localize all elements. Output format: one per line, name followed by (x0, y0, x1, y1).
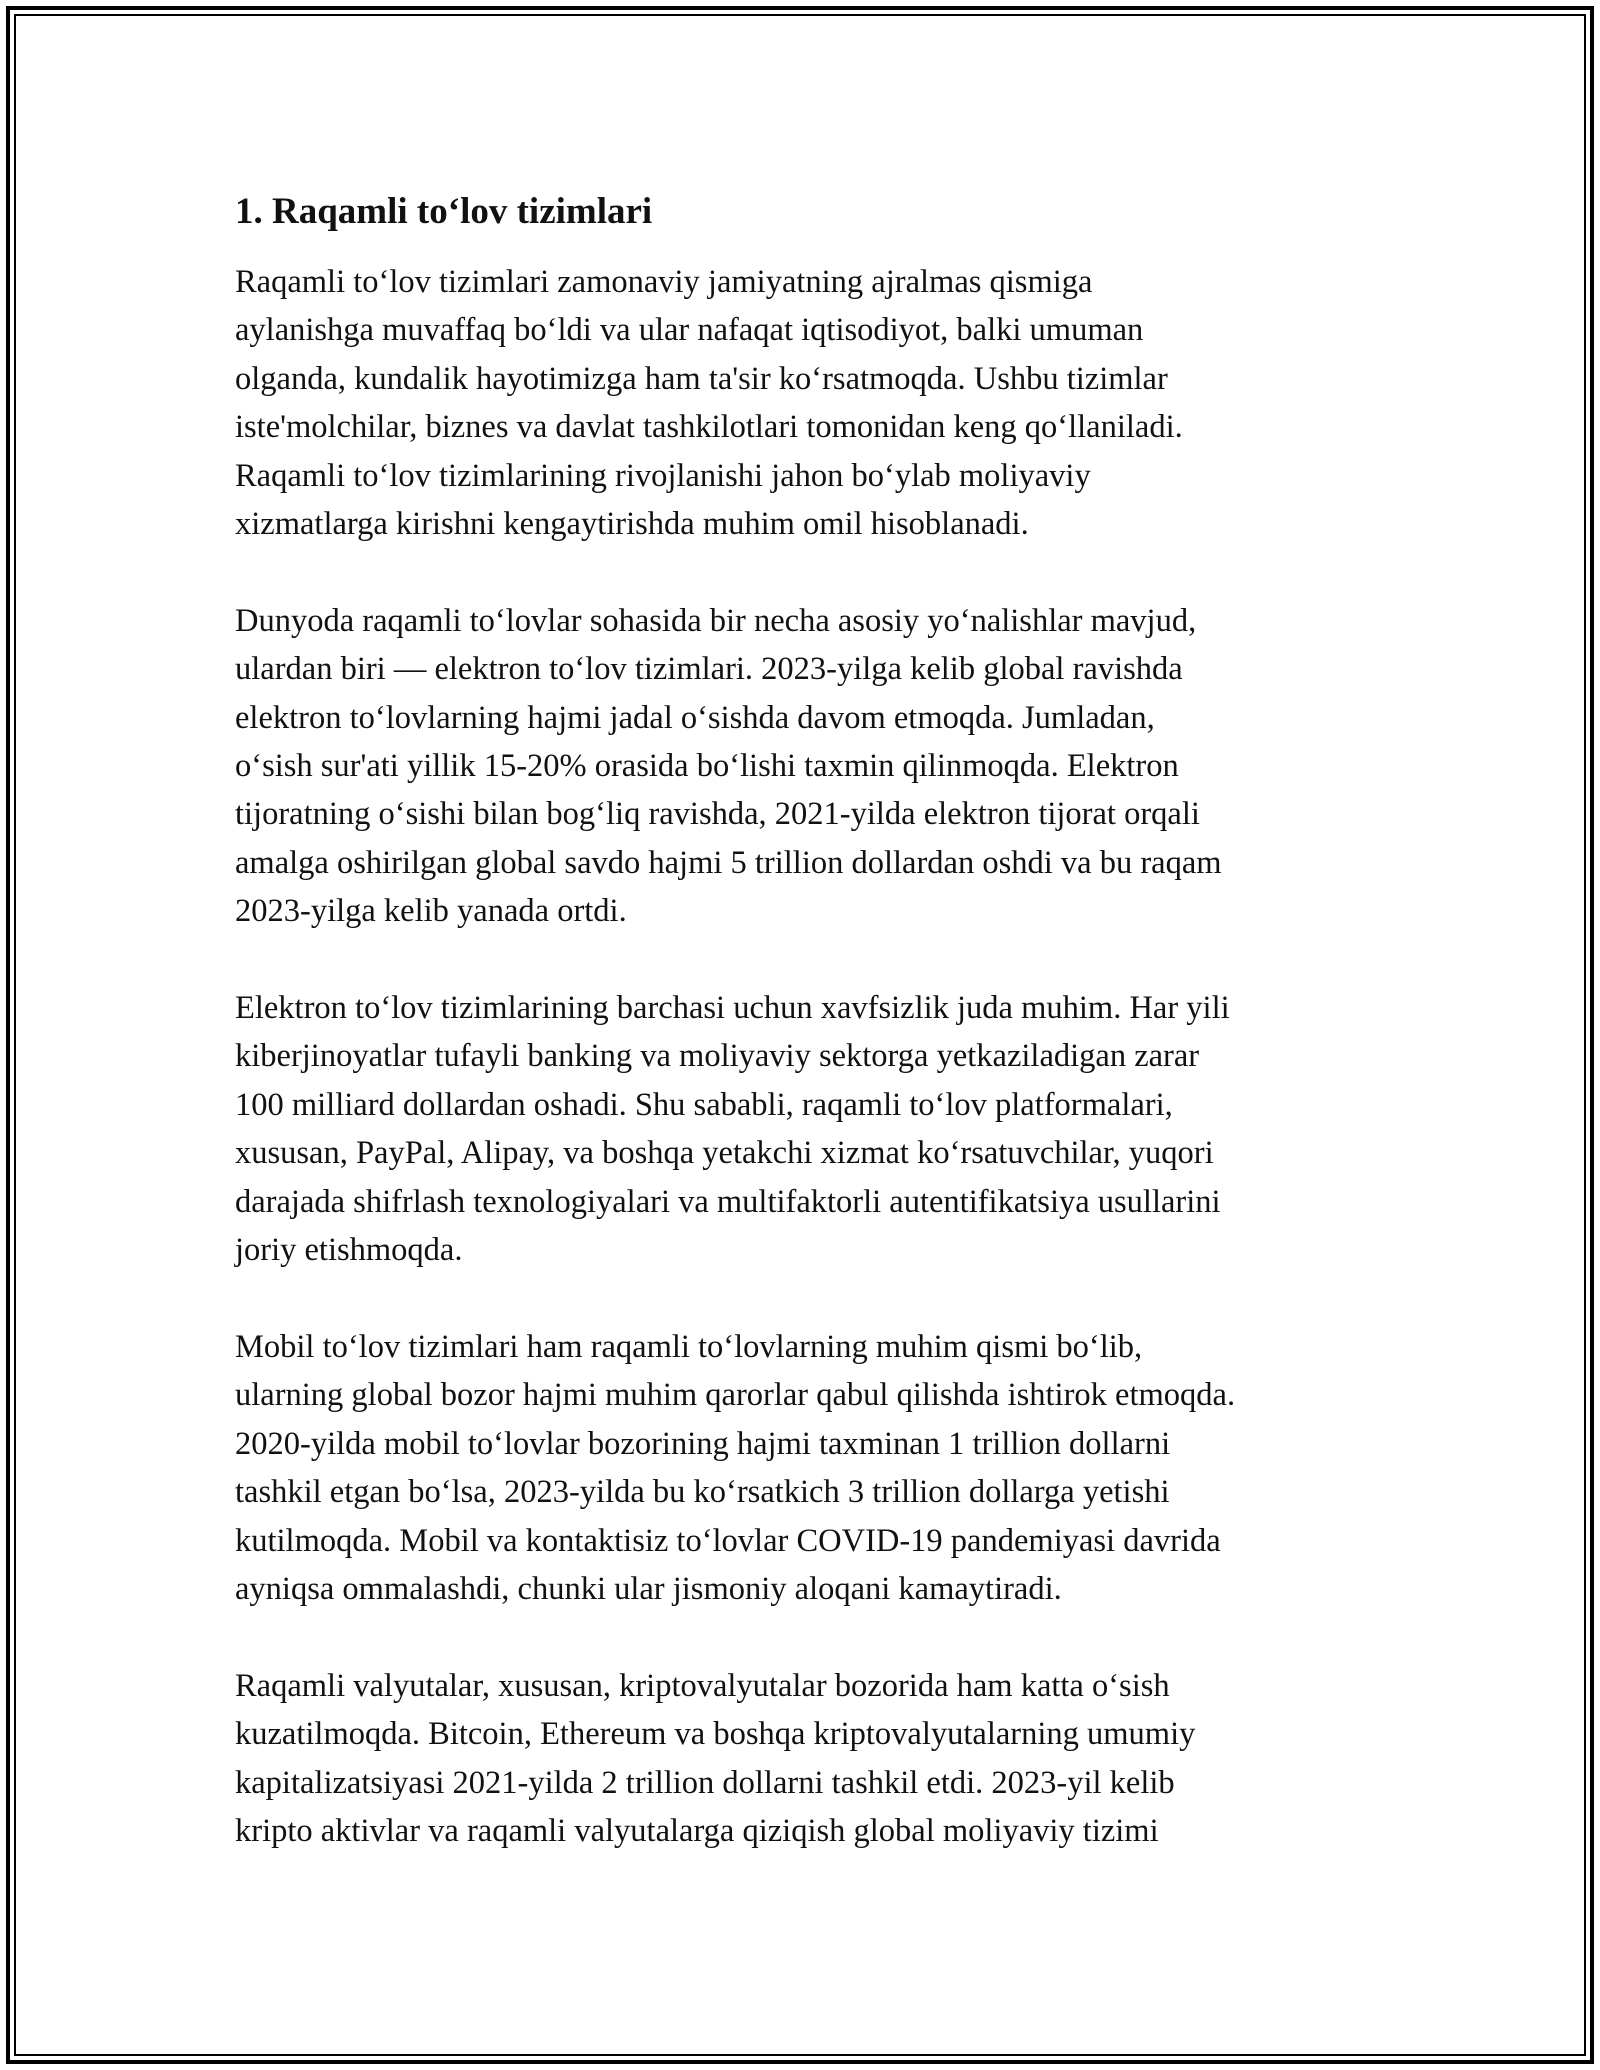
paragraph-line: olganda, kundalik hayotimizga ham ta'sir ko‘rsatmoqda. Ushbu tizimlar (235, 360, 1168, 397)
paragraph-line: ulardan biri — elektron to‘lov tizimlari. 2023-yilga kelib global ravishda (235, 651, 1183, 688)
paragraph-line: Raqamli to‘lov tizimlarining rivojlanishi jahon bo‘ylab moliyaviy (235, 457, 1091, 494)
paragraph-line: joriy etishmoqda. (235, 1232, 463, 1269)
document-body (235, 188, 1375, 1855)
paragraph-line: Mobil to‘lov tizimlari ham raqamli to‘lovlarning muhim qismi bo‘lib, (235, 1328, 1143, 1365)
paragraph-intro (235, 258, 1375, 548)
paragraph-line: o‘sish sur'ati yillik 15-20% orasida bo‘lishi taxmin qilinmoqda. Elektron (235, 748, 1179, 785)
section-heading: 1. Raqamli to‘lov tizimlari (235, 191, 653, 232)
paragraph-electronic-payments (235, 597, 1375, 936)
paragraph-line: tashkil etgan bo‘lsa, 2023-yilda bu ko‘rsatkich 3 trillion dollarga yetishi (235, 1474, 1170, 1511)
paragraph-line: kuzatilmoqda. Bitcoin, Ethereum va boshqa kriptovalyutalarning umumiy (235, 1716, 1196, 1753)
paragraph-line: iste'molchilar, biznes va davlat tashkilotlari tomonidan keng qo‘llaniladi. (235, 409, 1183, 446)
paragraph-line: Raqamli valyutalar, xususan, kriptovalyutalar bozorida ham katta o‘sish (235, 1667, 1170, 1704)
paragraph-line: kapitalizatsiyasi 2021-yilda 2 trillion dollarni tashkil etdi. 2023-yil kelib (235, 1764, 1175, 1801)
paragraph-mobile-payments (235, 1323, 1375, 1613)
paragraph-line: 2020-yilda mobil to‘lovlar bozorining hajmi taxminan 1 trillion dollarni (235, 1425, 1171, 1462)
paragraph-security (235, 984, 1375, 1274)
paragraph-line: kripto aktivlar va raqamli valyutalarga qiziqish global moliyaviy tizimi (235, 1812, 1159, 1849)
paragraph-line: kiberjinoyatlar tufayli banking va moliyaviy sektorga yetkaziladigan zarar (235, 1038, 1200, 1075)
paragraph-line: Dunyoda raqamli to‘lovlar sohasida bir necha asosiy yo‘nalishlar mavjud, (235, 602, 1197, 639)
paragraph-line: 100 milliard dollardan oshadi. Shu sababli, raqamli to‘lov platformalari, (235, 1086, 1173, 1123)
paragraph-line: Elektron to‘lov tizimlarining barchasi uchun xavfsizlik juda muhim. Har yili (235, 990, 1230, 1027)
paragraph-line: kutilmoqda. Mobil va kontaktisiz to‘lovlar COVID-19 pandemiyasi davrida (235, 1522, 1221, 1559)
paragraph-digital-currencies (235, 1662, 1375, 1856)
paragraph-line: xizmatlarga kirishni kengaytirishda muhim omil hisoblanadi. (235, 506, 1029, 543)
paragraph-line: aylanishga muvaffaq bo‘ldi va ular nafaqat iqtisodiyot, balki umuman (235, 312, 1144, 349)
paragraph-line: ayniqsa ommalashdi, chunki ular jismoniy aloqani kamaytiradi. (235, 1570, 1062, 1607)
paragraph-line: xususan, PayPal, Alipay, va boshqa yetakchi xizmat ko‘rsatuvchilar, yuqori (235, 1135, 1214, 1172)
paragraph-line: tijoratning o‘sishi bilan bog‘liq ravishda, 2021-yilda elektron tijorat orqali (235, 796, 1200, 833)
paragraph-line: amalga oshirilgan global savdo hajmi 5 trillion dollardan oshdi va bu raqam (235, 844, 1222, 881)
paragraph-line: 2023-yilga kelib yanada ortdi. (235, 893, 627, 930)
paragraph-line: Raqamli to‘lov tizimlari zamonaviy jamiyatning ajralmas qismiga (235, 264, 1093, 300)
paragraph-line: elektron to‘lovlarning hajmi jadal o‘sishda davom etmoqda. Jumladan, (235, 699, 1155, 736)
paragraph-line: darajada shifrlash texnologiyalari va multifaktorli autentifikatsiya usullarini (235, 1183, 1221, 1220)
paragraph-line: ularning global bozor hajmi muhim qarorlar qabul qilishda ishtirok etmoqda. (235, 1377, 1236, 1414)
